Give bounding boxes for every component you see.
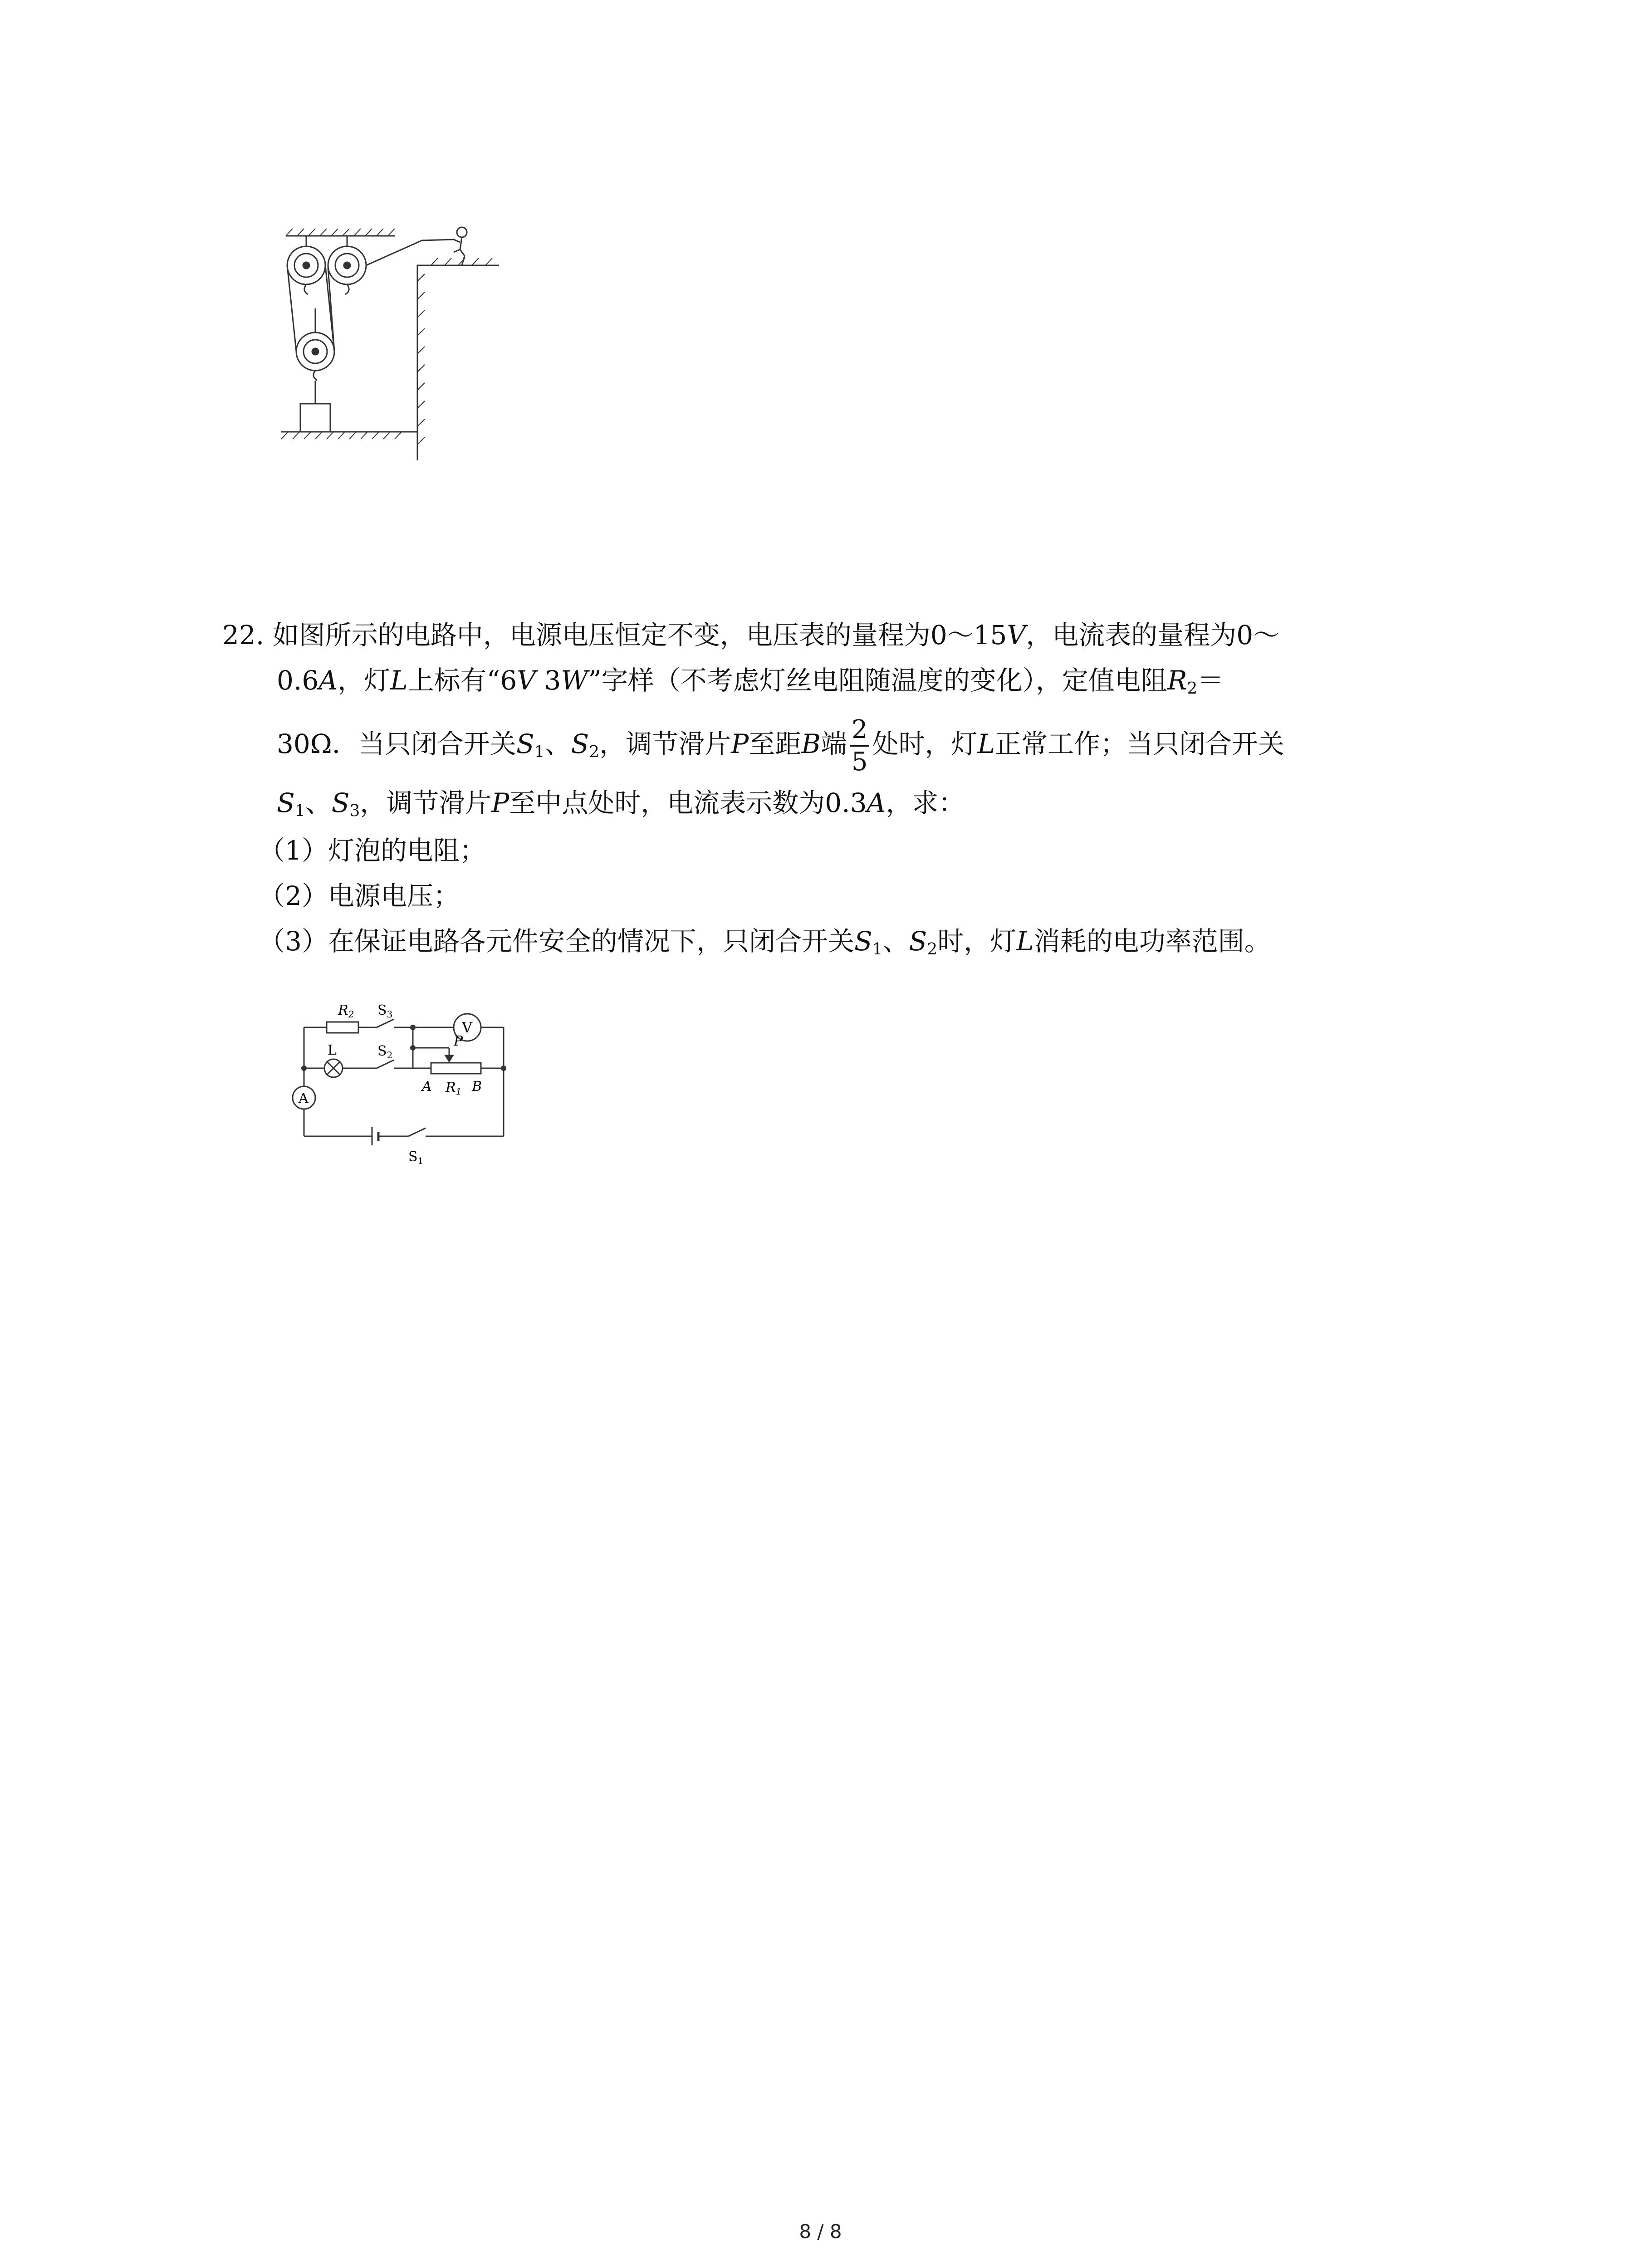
s1-label: $S_1$ bbox=[408, 1149, 424, 1166]
s3-label: $S_3$ bbox=[377, 1002, 393, 1020]
ammeter-label: A bbox=[299, 1090, 309, 1106]
question-line-2: 0.6A，灯L上标有“6V 3W”字样（不考虑灯丝电阻随温度的变化），定值电阻$R_2=$ bbox=[277, 665, 1224, 698]
question-part-2: （2）电源电压； bbox=[259, 880, 460, 911]
question-line-1: 22. 如图所示的电路中，电源电压恒定不变，电压表的量程为0～15V，电流表的量程为0～ bbox=[222, 620, 1280, 650]
question-part-3: （3）在保证电路各元件安全的情况下，只闭合开关$S_1$、$S_2$时，灯L消耗的电功率范围。 bbox=[259, 926, 1271, 958]
r1-rheostat bbox=[431, 1063, 481, 1074]
slider-p-label: P bbox=[454, 1033, 463, 1049]
s2-label: $S_2$ bbox=[377, 1043, 393, 1061]
fraction-two-fifths: $\frac{2}{5}$ bbox=[850, 717, 870, 775]
question-line-3: 30Ω．当只闭合开关$S_1$、$S_2$，调节滑片P至距B端 $\frac{2}{5}$ 处时，灯L正常工作；当只闭合开关 bbox=[277, 715, 1285, 777]
r1-label: $R_1$ bbox=[446, 1080, 462, 1097]
b-end-label: B bbox=[472, 1079, 482, 1095]
question-part-1: （1）灯泡的电阻； bbox=[259, 835, 486, 866]
r2-label: $R_2$ bbox=[338, 1002, 354, 1020]
question-line-4: $S_1$、$S_3$，调节滑片P至中点处时，电流表示数为0.3A，求： bbox=[277, 787, 965, 820]
question-number: 22. bbox=[222, 620, 265, 650]
pulley-figure bbox=[272, 222, 508, 467]
question-22 bbox=[222, 617, 1493, 980]
lamp-label: L bbox=[328, 1042, 337, 1058]
circuit-figure bbox=[272, 987, 517, 1168]
page-number: 8 / 8 bbox=[799, 2220, 842, 2243]
voltmeter-label: V bbox=[462, 1019, 473, 1036]
a-end-label: A bbox=[422, 1079, 432, 1095]
r2-resistor bbox=[327, 1022, 358, 1033]
